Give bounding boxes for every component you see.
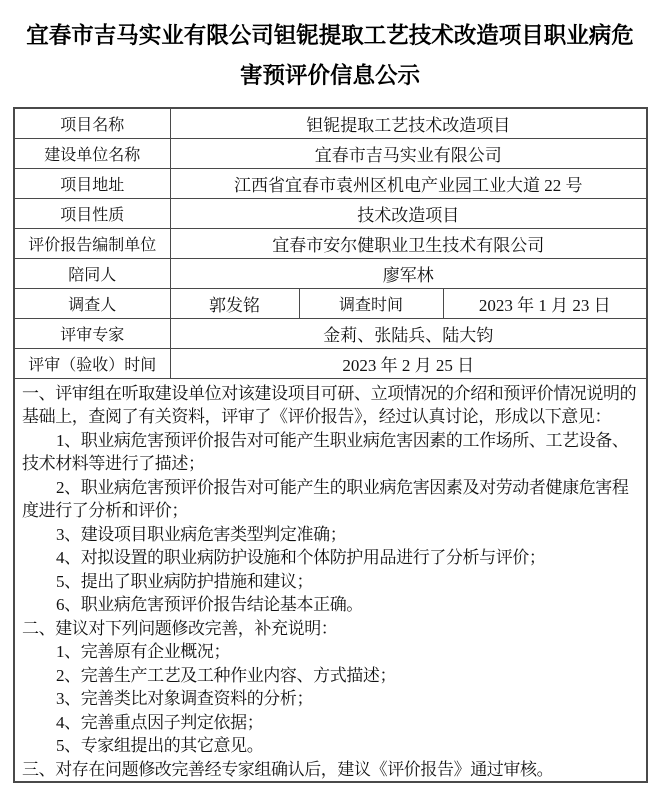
row-label: 评审（验收）时间 — [14, 348, 170, 378]
table-row — [14, 228, 647, 258]
table-row — [14, 198, 647, 228]
row-value: 郭发铭 — [170, 288, 299, 318]
opinion-paragraph: 1、职业病危害预评价报告对可能产生职业病危害因素的工作场所、工艺设备、技术材料等进行了描述； — [22, 430, 629, 473]
row-value: 金莉、张陆兵、陆大钧 — [170, 318, 647, 348]
table-row — [14, 168, 647, 198]
opinion-paragraph: 3、建设项目职业病危害类型判定准确； — [56, 524, 347, 544]
row-label: 陪同人 — [14, 258, 170, 288]
opinion-paragraph: 一、评审组在听取建设单位对该建设项目可研、立项情况的介绍和预评价情况说明的基础上，查阅了有关资料，评审了《评价报告》，经过认真讨论，形成以下意见： — [22, 383, 637, 426]
table-row — [14, 258, 647, 288]
row-label: 项目地址 — [14, 168, 170, 198]
table-row — [14, 348, 647, 378]
table-row — [14, 378, 647, 782]
page-title — [0, 0, 660, 96]
info-table-body — [14, 108, 647, 782]
opinion-paragraph: 2、职业病危害预评价报告对可能产生的职业病危害因素及对劳动者健康危害程度进行了分析和评价； — [22, 477, 629, 520]
opinion-paragraph: 5、专家组提出的其它意见。 — [56, 736, 264, 755]
opinion-paragraph: 5、提出了职业病防护措施和建议； — [56, 571, 314, 591]
row-value: 2023 年 1 月 23 日 — [443, 288, 647, 318]
row-value: 技术改造项目 — [170, 198, 647, 228]
opinion-paragraph: 二、建议对下列问题修改完善，补充说明： — [22, 618, 338, 638]
page-title-line1: 宜春市吉马实业有限公司钽铌提取工艺技术改造项目职业病危 — [26, 23, 634, 48]
table-row — [14, 108, 647, 138]
opinion-paragraph: 4、完善重点因子判定依据； — [56, 712, 264, 732]
row-label: 项目性质 — [14, 198, 170, 228]
table-row — [14, 288, 647, 318]
row-value: 宜春市吉马实业有限公司 — [170, 138, 647, 168]
table-row — [14, 318, 647, 348]
row-value: 钽铌提取工艺技术改造项目 — [170, 108, 647, 138]
row-label: 评价报告编制单位 — [14, 228, 170, 258]
row-value: 江西省宜春市袁州区机电产业园工业大道 22 号 — [170, 168, 647, 198]
opinion-paragraph: 2、完善生产工艺及工种作业内容、方式描述； — [56, 665, 397, 685]
review-opinions — [14, 378, 647, 782]
opinion-paragraph: 1、完善原有企业概况； — [56, 642, 231, 661]
row-label: 调查人 — [14, 288, 170, 318]
row-label: 评审专家 — [14, 318, 170, 348]
table-row — [14, 138, 647, 168]
opinion-paragraph: 3、完善类比对象调查资料的分析； — [56, 689, 314, 708]
row-value: 廖军林 — [170, 258, 647, 288]
row-label: 调查时间 — [299, 288, 443, 318]
row-label: 建设单位名称 — [14, 138, 170, 168]
row-label: 项目名称 — [14, 108, 170, 138]
info-table — [13, 107, 648, 783]
page-title-line2: 害预评价信息公示 — [239, 63, 420, 88]
opinion-paragraph: 三、对存在问题修改完善经专家组确认后，建议《评价报告》通过审核。 — [22, 759, 554, 779]
row-value: 2023 年 2 月 25 日 — [170, 348, 647, 378]
opinion-paragraph: 4、对拟设置的职业病防护设施和个体防护用品进行了分析与评价； — [56, 548, 546, 567]
row-value: 宜春市安尔健职业卫生技术有限公司 — [170, 228, 647, 258]
opinion-paragraph: 6、职业病危害预评价报告结论基本正确。 — [56, 595, 363, 614]
